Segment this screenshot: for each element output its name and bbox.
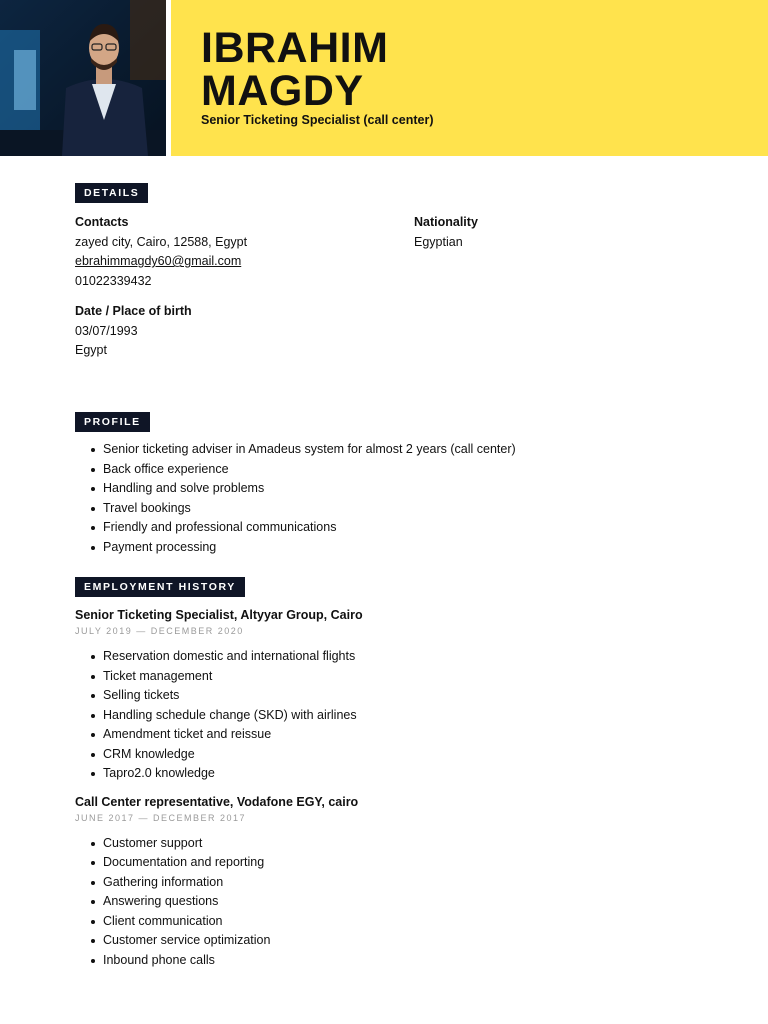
- email-link[interactable]: ebrahimmagdy60@gmail.com: [75, 254, 242, 268]
- job-entry: [75, 793, 715, 971]
- profile-heading: PROFILE: [75, 412, 150, 432]
- details-section: [75, 183, 715, 393]
- job-entry: [75, 606, 715, 784]
- contacts-label: Contacts: [75, 215, 129, 229]
- name-last: MAGDY: [201, 67, 364, 115]
- list-item: Documentation and reporting: [75, 853, 715, 873]
- resume-body: [75, 183, 715, 970]
- birth-date: 03/07/1993: [75, 323, 138, 338]
- nationality-label: Nationality: [414, 215, 478, 229]
- job-duties-list: [75, 647, 715, 784]
- list-item: Customer service optimization: [75, 931, 715, 951]
- job-duties-list: [75, 834, 715, 971]
- job-title: Call Center representative, Vodafone EGY, cairo: [75, 794, 359, 809]
- birth-label: Date / Place of birth: [75, 304, 192, 318]
- employment-section: [75, 577, 715, 970]
- name-first: IBRAHIM: [201, 24, 389, 72]
- profile-photo-image: [0, 0, 166, 156]
- list-item: Handling and solve problems: [75, 479, 715, 499]
- list-item: Client communication: [75, 912, 715, 932]
- profile-section: [75, 412, 715, 557]
- list-item: Payment processing: [75, 538, 715, 558]
- list-item: Travel bookings: [75, 499, 715, 519]
- details-grid: [75, 213, 715, 393]
- list-item: Inbound phone calls: [75, 951, 715, 971]
- address: zayed city, Cairo, 12588, Egypt: [75, 234, 248, 249]
- details-heading: DETAILS: [75, 183, 148, 203]
- details-right-column: [414, 213, 674, 252]
- list-item: Senior ticketing adviser in Amadeus system for almost 2 years (call center): [75, 440, 715, 460]
- profile-list: [75, 440, 715, 557]
- list-item: Tapro2.0 knowledge: [75, 764, 715, 784]
- job-subtitle: Senior Ticketing Specialist (call center): [201, 113, 434, 127]
- full-name: [201, 24, 389, 115]
- job-dates: JUNE 2017 — DECEMBER 2017: [75, 812, 247, 823]
- resume-header: [0, 0, 768, 156]
- list-item: Friendly and professional communications: [75, 518, 715, 538]
- list-item: Customer support: [75, 834, 715, 854]
- list-item: Back office experience: [75, 460, 715, 480]
- details-left-column: [75, 213, 395, 361]
- list-item: CRM knowledge: [75, 745, 715, 765]
- list-item: Handling schedule change (SKD) with airlines: [75, 706, 715, 726]
- list-item: Answering questions: [75, 892, 715, 912]
- nationality-value: Egyptian: [414, 234, 463, 249]
- profile-photo: [0, 0, 166, 156]
- birth-place: Egypt: [75, 343, 107, 357]
- job-title: Senior Ticketing Specialist, Altyyar Group, Cairo: [75, 608, 363, 622]
- list-item: Ticket management: [75, 667, 715, 687]
- phone-number: 01022339432: [75, 273, 152, 288]
- list-item: Gathering information: [75, 873, 715, 893]
- employment-heading: EMPLOYMENT HISTORY: [75, 577, 245, 597]
- list-item: Amendment ticket and reissue: [75, 725, 715, 745]
- list-item: Selling tickets: [75, 686, 715, 706]
- name-band: [171, 0, 768, 156]
- list-item: Reservation domestic and international flights: [75, 647, 715, 667]
- job-dates: JULY 2019 — DECEMBER 2020: [75, 626, 244, 636]
